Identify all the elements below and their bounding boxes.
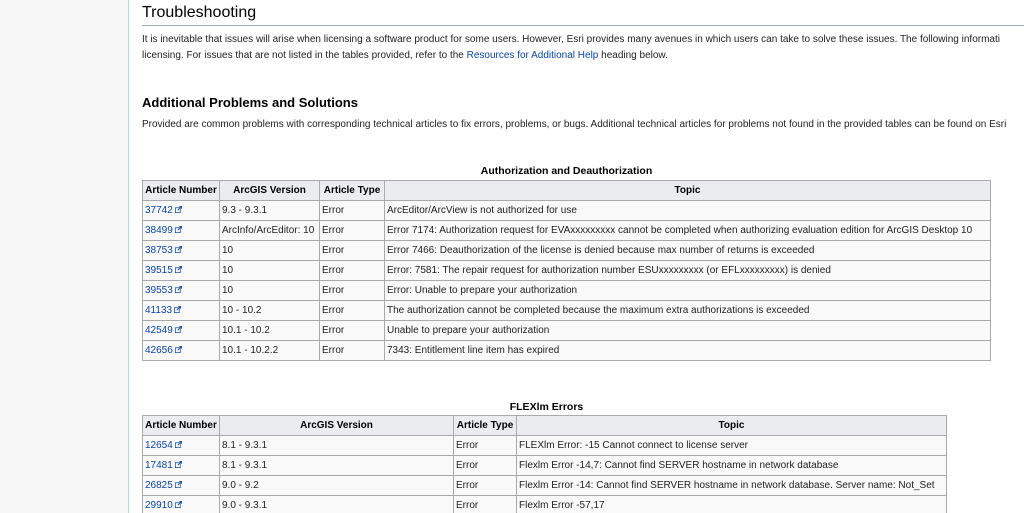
flexlm-table bbox=[142, 415, 947, 513]
cell-topic: Error: 7581: The repair request for authorization number ESUxxxxxxxxx (or EFLxxxxxxxxx) is denied bbox=[385, 261, 991, 281]
header-topic: Topic bbox=[517, 416, 947, 436]
cell-article-type: Error bbox=[320, 241, 385, 261]
subsection-heading-additional-problems: Additional Problems and Solutions bbox=[142, 95, 358, 110]
authorization-table bbox=[142, 180, 991, 361]
cell-arcgis-version: 10 - 10.2 bbox=[220, 301, 320, 321]
header-topic: Topic bbox=[385, 181, 991, 201]
table-header-row bbox=[143, 181, 991, 201]
cell-article-number bbox=[143, 221, 220, 241]
header-article-number: Article Number bbox=[143, 416, 220, 436]
cell-arcgis-version: 10.1 - 10.2 bbox=[220, 321, 320, 341]
cell-article-number bbox=[143, 496, 220, 513]
external-link-icon bbox=[175, 286, 182, 293]
article-link[interactable]: 17481 bbox=[145, 460, 173, 471]
table-row bbox=[143, 301, 991, 321]
table-row bbox=[143, 496, 947, 513]
cell-topic: Error: Unable to prepare your authorization bbox=[385, 281, 991, 301]
cell-arcgis-version: 9.3 - 9.3.1 bbox=[220, 201, 320, 221]
cell-topic: Flexlm Error -14,7: Cannot find SERVER hostname in network database bbox=[517, 456, 947, 476]
cell-article-number bbox=[143, 261, 220, 281]
cell-article-type: Error bbox=[454, 436, 517, 456]
cell-article-type: Error bbox=[320, 281, 385, 301]
article-link[interactable]: 39515 bbox=[145, 265, 173, 276]
external-link-icon bbox=[175, 441, 182, 448]
cell-article-type: Error bbox=[320, 301, 385, 321]
cell-article-type: Error bbox=[320, 201, 385, 221]
external-link-icon bbox=[175, 501, 182, 508]
cell-article-number bbox=[143, 436, 220, 456]
article-link[interactable]: 39553 bbox=[145, 285, 173, 296]
table-row bbox=[143, 476, 947, 496]
cell-article-type: Error bbox=[454, 496, 517, 513]
table-row bbox=[143, 341, 991, 361]
cell-article-number bbox=[143, 201, 220, 221]
article-link[interactable]: 38499 bbox=[145, 225, 173, 236]
cell-topic: Flexlm Error -57,17 bbox=[517, 496, 947, 513]
cell-article-number bbox=[143, 456, 220, 476]
external-link-icon bbox=[175, 206, 182, 213]
article-link[interactable]: 41133 bbox=[145, 305, 173, 316]
intro-text-before-link: licensing. For issues that are not listed in the tables provided, refer to the bbox=[142, 50, 467, 61]
table-row bbox=[143, 456, 947, 476]
header-article-number: Article Number bbox=[143, 181, 220, 201]
external-link-icon bbox=[175, 246, 182, 253]
resources-additional-help-link[interactable]: Resources for Additional Help bbox=[466, 50, 599, 61]
cell-topic: Error 7174: Authorization request for EVAxxxxxxxxx cannot be completed when authorizing evaluation edition for ArcGIS Desktop 10 bbox=[385, 221, 991, 241]
article-link[interactable]: 26825 bbox=[145, 480, 173, 491]
cell-arcgis-version: ArcInfo/ArcEditor: 10 bbox=[220, 221, 320, 241]
table-row bbox=[143, 201, 991, 221]
cell-article-number bbox=[143, 321, 220, 341]
intro-paragraph-line1: It is inevitable that issues will arise when licensing a software product for some users. However, Esri provides many avenues in which users can take to solve these issues. The following informati bbox=[142, 34, 1000, 45]
external-link-icon bbox=[174, 306, 181, 313]
header-article-type: Article Type bbox=[320, 181, 385, 201]
cell-article-type: Error bbox=[454, 476, 517, 496]
article-link[interactable]: 29910 bbox=[145, 500, 173, 511]
header-article-type: Article Type bbox=[454, 416, 517, 436]
external-link-icon bbox=[175, 481, 182, 488]
external-link-icon bbox=[175, 266, 182, 273]
cell-article-number bbox=[143, 281, 220, 301]
cell-article-type: Error bbox=[454, 456, 517, 476]
cell-topic: FLEXlm Error: -15 Cannot connect to license server bbox=[517, 436, 947, 456]
cell-arcgis-version: 10 bbox=[220, 261, 320, 281]
article-link[interactable]: 37742 bbox=[145, 205, 173, 216]
header-arcgis-version: ArcGIS Version bbox=[220, 416, 454, 436]
header-arcgis-version: ArcGIS Version bbox=[220, 181, 320, 201]
cell-topic: ArcEditor/ArcView is not authorized for use bbox=[385, 201, 991, 221]
cell-article-number bbox=[143, 341, 220, 361]
cell-arcgis-version: 9.0 - 9.3.1 bbox=[220, 496, 454, 513]
article-link[interactable]: 42549 bbox=[145, 325, 173, 336]
cell-topic: Unable to prepare your authorization bbox=[385, 321, 991, 341]
cell-arcgis-version: 10 bbox=[220, 281, 320, 301]
external-link-icon bbox=[175, 326, 182, 333]
cell-article-type: Error bbox=[320, 221, 385, 241]
cell-article-number bbox=[143, 476, 220, 496]
table-row bbox=[143, 241, 991, 261]
cell-topic: Error 7466: Deauthorization of the license is denied because max number of returns is exceeded bbox=[385, 241, 991, 261]
cell-topic: The authorization cannot be completed because the maximum extra authorizations is exceeded bbox=[385, 301, 991, 321]
external-link-icon bbox=[175, 226, 182, 233]
cell-article-type: Error bbox=[320, 261, 385, 281]
article-link[interactable]: 42656 bbox=[145, 345, 173, 356]
table-caption-authorization: Authorization and Deauthorization bbox=[480, 165, 653, 177]
cell-arcgis-version: 10 bbox=[220, 241, 320, 261]
cell-article-number bbox=[143, 241, 220, 261]
section-heading-troubleshooting: Troubleshooting bbox=[142, 3, 1024, 26]
article-link[interactable]: 12654 bbox=[145, 440, 173, 451]
article-page bbox=[128, 0, 1024, 513]
subsection-paragraph: Provided are common problems with corresponding technical articles to fix errors, problems, or bugs. Additional technical articles for problems not found in the provided tables can be found on Esri bbox=[142, 119, 1007, 130]
article-link[interactable]: 38753 bbox=[145, 245, 173, 256]
cell-article-type: Error bbox=[320, 341, 385, 361]
table-row bbox=[143, 321, 991, 341]
table-row bbox=[143, 281, 991, 301]
cell-topic: 7343: Entitlement line item has expired bbox=[385, 341, 991, 361]
table-row bbox=[143, 221, 991, 241]
cell-article-number bbox=[143, 301, 220, 321]
table-header-row bbox=[143, 416, 947, 436]
cell-topic: Flexlm Error -14: Cannot find SERVER hostname in network database. Server name: Not_Set bbox=[517, 476, 947, 496]
table-row bbox=[143, 436, 947, 456]
external-link-icon bbox=[175, 346, 182, 353]
intro-paragraph-line2 bbox=[142, 47, 668, 65]
external-link-icon bbox=[175, 461, 182, 468]
cell-arcgis-version: 8.1 - 9.3.1 bbox=[220, 436, 454, 456]
cell-article-type: Error bbox=[320, 321, 385, 341]
cell-arcgis-version: 8.1 - 9.3.1 bbox=[220, 456, 454, 476]
table-row bbox=[143, 261, 991, 281]
intro-text-after-link: heading below. bbox=[598, 50, 668, 61]
cell-arcgis-version: 9.0 - 9.2 bbox=[220, 476, 454, 496]
table-caption-flexlm: FLEXlm Errors bbox=[509, 401, 584, 413]
cell-arcgis-version: 10.1 - 10.2.2 bbox=[220, 341, 320, 361]
